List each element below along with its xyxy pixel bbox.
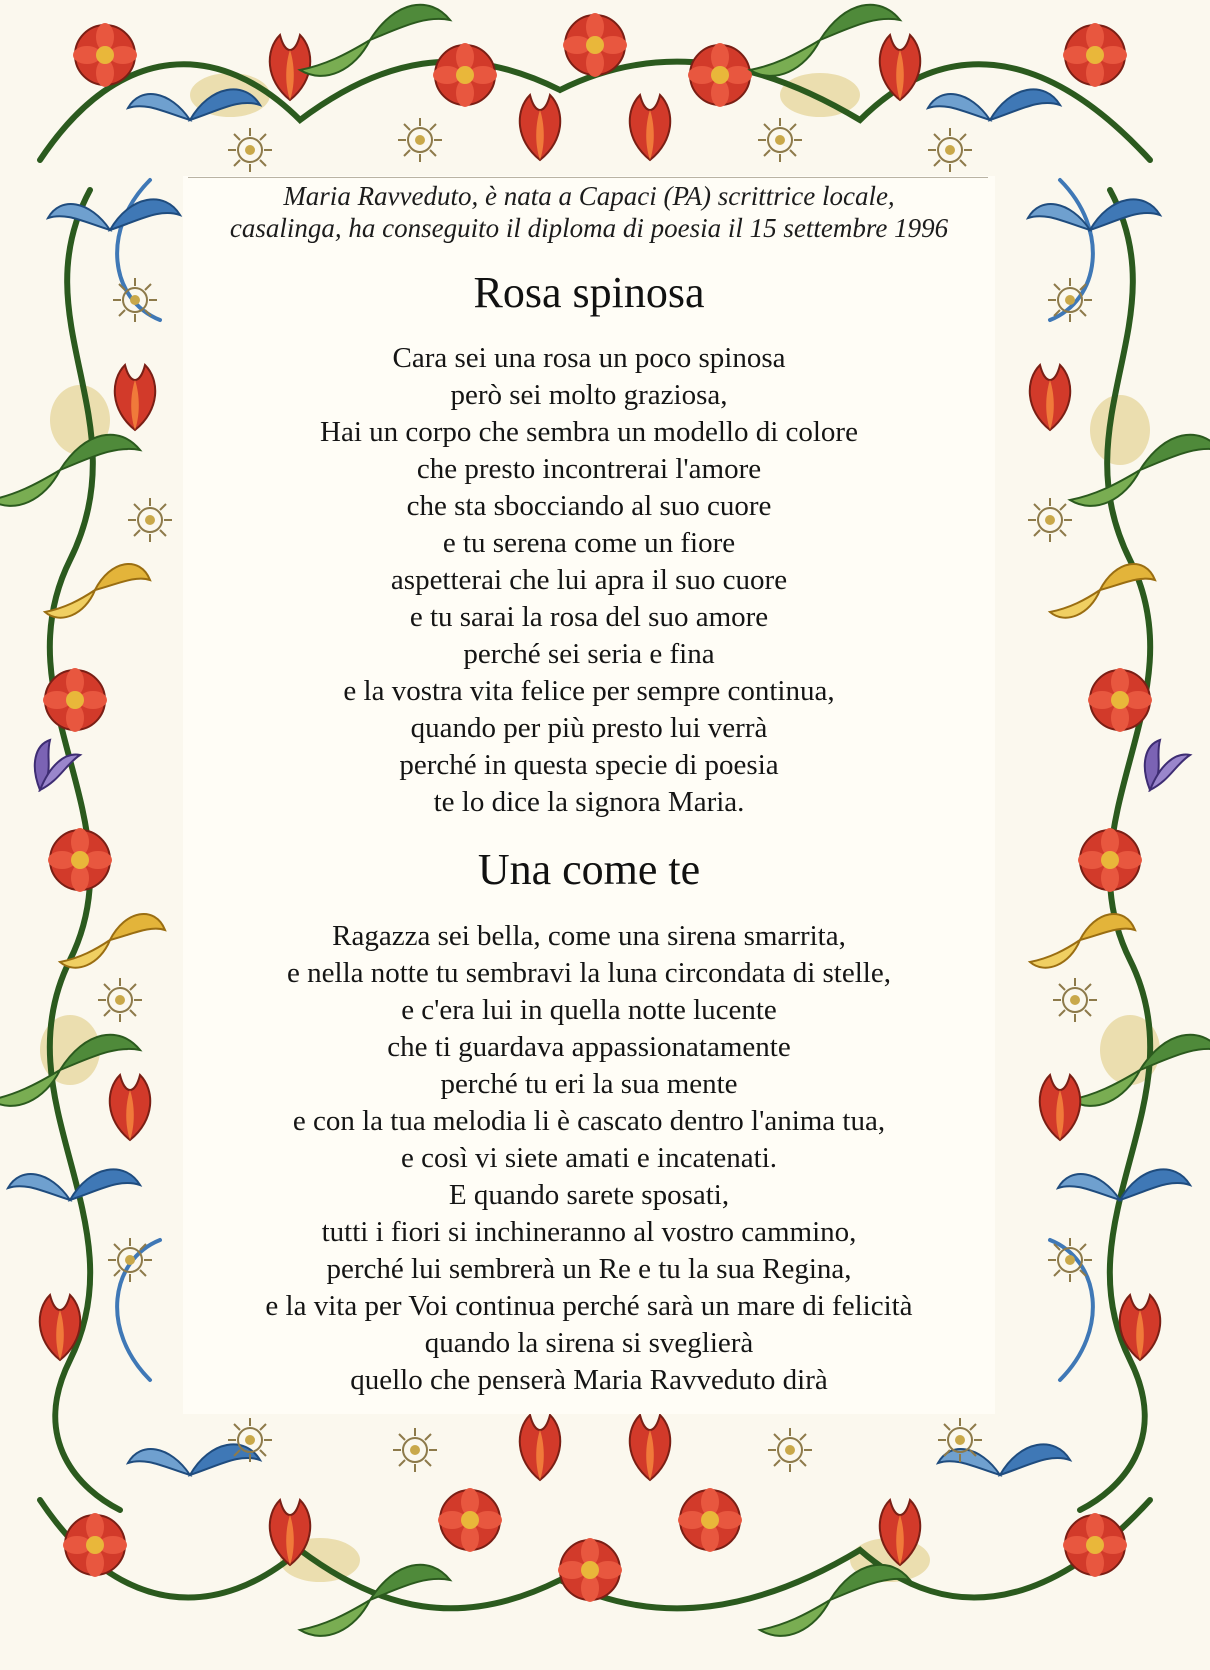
poem-line: tutti i fiori si inchineranno al vostro cammino, [321, 1216, 857, 1248]
poem-line: perché sei seria e fina [463, 638, 715, 670]
poem-line: quando per più presto lui verrà [410, 712, 768, 744]
top-divider [188, 177, 988, 178]
poem-line: e nella notte tu sembravi la luna circondata di stelle, [287, 957, 891, 989]
poem-line: e la vita per Voi continua perché sarà un mare di felicità [265, 1290, 913, 1322]
poem-line: te lo dice la signora Maria. [433, 786, 745, 818]
poem-line: Hai un corpo che sembra un modello di colore [320, 416, 858, 448]
poem-line: però sei molto graziosa, [450, 379, 728, 411]
poem-line: perché lui sembrerà un Re e tu la sua Regina, [326, 1253, 852, 1285]
poem-line: e così vi siete amati e incatenati. [400, 1142, 778, 1174]
poem-line: perché tu eri la sua mente [440, 1068, 738, 1100]
poem-line: e con la tua melodia li è cascato dentro l'anima tua, [292, 1105, 886, 1137]
poem-line: e la vostra vita felice per sempre continua, [343, 675, 835, 707]
poem-line: Cara sei una rosa un poco spinosa [392, 342, 786, 374]
poem-line: che sta sbocciando al suo cuore [406, 490, 772, 522]
poem-line: E quando sarete sposati, [448, 1179, 730, 1211]
poem-line: che ti guardava appassionatamente [387, 1031, 791, 1063]
poem-line: quello che penserà Maria Ravveduto dirà [350, 1364, 828, 1396]
poem-body-rosa-spinosa [183, 340, 995, 821]
poem-body-una-come-te [183, 918, 995, 1399]
poem-title-una-come-te: Una come te [477, 845, 701, 894]
poem-line: che presto incontrerai l'amore [416, 453, 762, 485]
bio-line: Maria Ravveduto, è nata a Capaci (PA) scrittrice locale, [283, 181, 895, 211]
poem-line: perché in questa specie di poesia [399, 749, 779, 781]
poem-line: e c'era lui in quella notte lucente [401, 994, 777, 1026]
poem-line: quando la sirena si sveglierà [424, 1327, 754, 1359]
poem-line: e tu sarai la rosa del suo amore [409, 601, 769, 633]
poem-line: Ragazza sei bella, come una sirena smarrita, [332, 920, 846, 952]
poem-line: e tu serena come un fiore [442, 527, 736, 559]
poem-line: aspetterai che lui apra il suo cuore [390, 564, 788, 596]
bio-line: casalinga, ha conseguito il diploma di poesia il 15 settembre 1996 [229, 213, 949, 243]
author-bio [183, 180, 995, 244]
poem-title-rosa-spinosa: Rosa spinosa [473, 268, 705, 317]
